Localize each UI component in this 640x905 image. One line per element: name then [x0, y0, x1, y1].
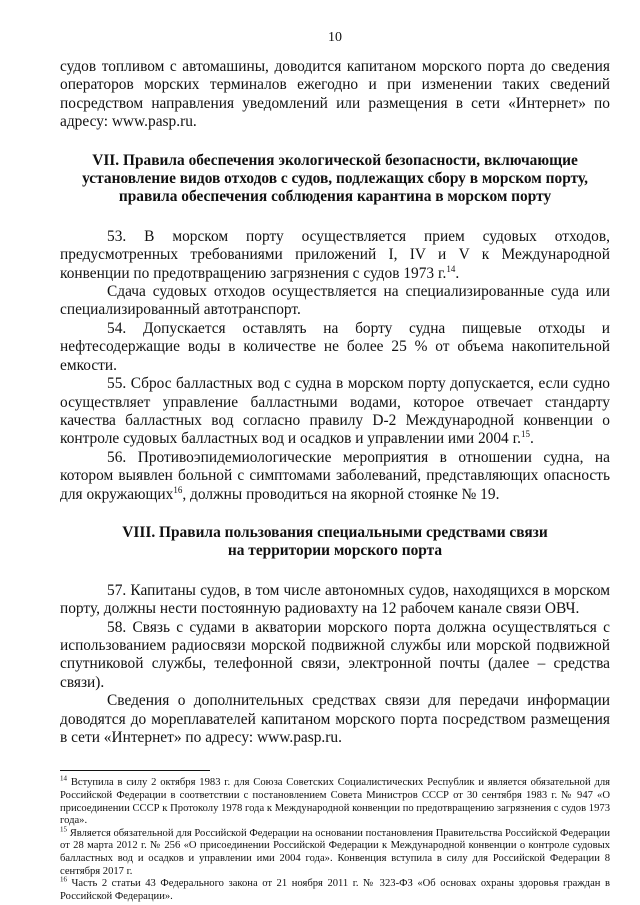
- footnote-15-number: 15: [60, 825, 67, 834]
- section-7-heading-line-2: установление видов отходов с судов, подлежащих сбору в морском порту,: [82, 170, 588, 188]
- footnote-ref-16: 16: [173, 484, 183, 495]
- paragraph-58: 58. Связь с судами в акватории морского порта должна осуществляться с использованием радиосвязи морской подвижной службы или морской подвижной спутниковой службы, телефонной связи, электронной почты (далее – средства связи).: [60, 618, 610, 691]
- section-8-heading-line-1: VIII. Правила пользования специальными средствами связи: [122, 523, 548, 541]
- paragraph-53: [60, 228, 610, 283]
- paragraph-55-text: 55. Сброс балластных вод с судна в морском порту допускается, если судно осуществляет управление балластными водами, которое отвечает стандарту качества балластных вод согласно правилу D-2 Международной конвенции о контроле судовых балластных вод и осадков и управлении ими 2004 г.: [60, 375, 610, 448]
- section-7-heading-line-3: правила обеспечения соблюдения карантина в морском порту: [118, 188, 552, 206]
- footnote-ref-14: 14: [446, 263, 456, 274]
- footnote-14: [60, 774, 610, 827]
- page-number: 10: [328, 30, 342, 45]
- paragraph-54: 54. Допускается оставлять на борту судна пищевые отходы и нефтесодержащие воды в количестве не более 25 % от объема накопительной емкости.: [60, 319, 610, 374]
- paragraph-53-end: .: [455, 264, 460, 282]
- footnote-14-number: 14: [60, 774, 67, 783]
- paragraph-58-continuation: Сведения о дополнительных средствах связи для передачи информации доводятся до мореплавателей капитаном морского порта посредством размещения в сети «Интернет» по адресу: www.pasp.ru.: [60, 692, 610, 746]
- section-7-heading: [60, 152, 610, 207]
- paragraph-55: [60, 375, 610, 449]
- footnote-15-text: Является обязательной для Российской Федерации на основании постановления Правительства Российской Федерации от 28 марта 2012 г. № 256 «О присоединении Российской Федерации к Международной конвенции о контроле судовых балластных вод и осадков и управлении ими 2004 года». Конвенция вступила в силу для Российской Федерации 8 сентября 2017 г.: [60, 827, 610, 877]
- body-text: [60, 58, 610, 747]
- section-7-heading-line-1: VII. Правила обеспечения экологической безопасности, включающие: [92, 151, 578, 169]
- paragraph-53-continuation: Сдача судовых отходов осуществляется на специализированные суда или специализированный автотранспорт.: [60, 283, 610, 319]
- footnote-16-text: Часть 2 статьи 43 Федерального закона от 21 ноября 2011 г. № 323-ФЗ «Об основах охраны здоровья граждан в Российской Федерации».: [60, 878, 610, 902]
- footnote-16: [60, 875, 610, 903]
- section-8-heading-line-2: на территории морского порта: [227, 542, 443, 560]
- footnote-ref-15: 15: [521, 429, 531, 440]
- paragraph-53-text: 53. В морском порту осуществляется прием судовых отходов, предусмотренных требованиями приложений I, IV и V к Международной конвенции по предотвращению загрязнения с судов 1973 г.: [60, 227, 610, 282]
- footnotes: [60, 774, 610, 903]
- footnote-16-number: 16: [60, 875, 67, 884]
- intro-paragraph: судов топливом с автомашины, доводится капитаном морского порта до сведения операторов морских терминалов ежегодно и при изменении таких сведений посредством направления уведомлений или размещения в сети «Интернет» по адресу: www.pasp.ru.: [60, 58, 610, 131]
- paragraph-56-text: 56. Противоэпидемиологические мероприятия в отношении судна, на котором выявлен больной с симптомами заболеваний, представляющих опасность для окружающих: [60, 448, 610, 503]
- paragraph-56: [60, 449, 610, 504]
- footnote-15: [60, 825, 610, 878]
- footnote-14-text: Вступила в силу 2 октября 1983 г. для Союза Советских Социалистических Республик и является обязательной для Российской Федерации в соответствии с постановлением Совета Министров СССР от 30 сентября 1983 г. № 947 «О присоединении СССР к Протоколу 1978 года к Международной конвенции по предотвращению загрязнения с судов 1973 года».: [60, 777, 610, 827]
- paragraph-57: 57. Капитаны судов, в том числе автономных судов, находящихся в морском порту, должны нести постоянную радиовахту на 12 рабочем канале связи ОВЧ.: [60, 581, 610, 618]
- section-8-heading: [60, 524, 610, 561]
- paragraph-55-end: .: [530, 430, 534, 448]
- footnote-separator: [60, 770, 210, 771]
- paragraph-56-end: , должны проводиться на якорной стоянке № 19.: [182, 485, 500, 503]
